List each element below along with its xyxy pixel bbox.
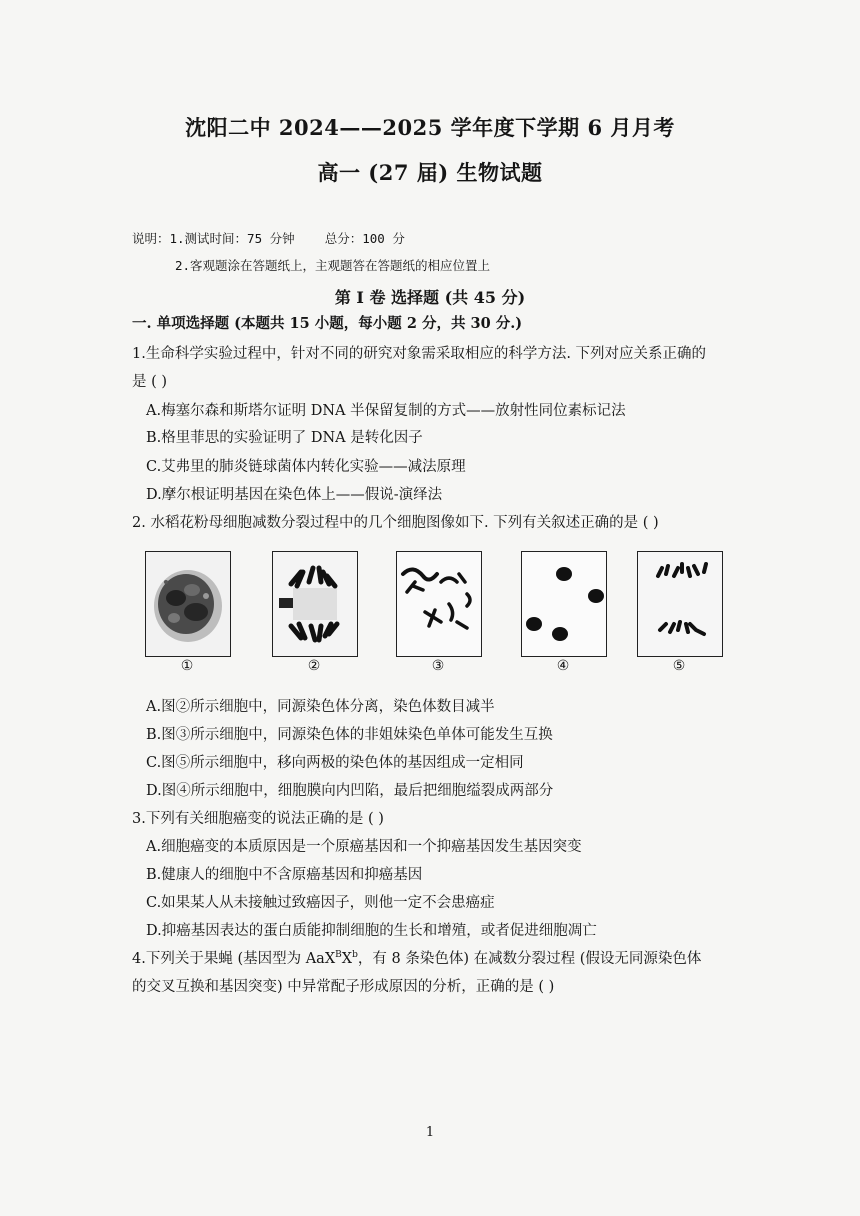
- q4-stem-x: X: [341, 951, 353, 967]
- cell-image-1: [145, 551, 231, 657]
- section-heading: 第 I 卷 选择题 (共 45 分): [334, 288, 526, 307]
- q2-option-c: C.图⑤所示细胞中，移向两极的染色体的基因组成一定相同: [146, 755, 524, 771]
- q3-stem: 3.下列有关细胞癌变的说法正确的是 ( ): [132, 811, 384, 827]
- q1-option-b: B.格里菲思的实验证明了 DNA 是转化因子: [146, 430, 423, 446]
- q4-stem-part-1: 4.下列关于果蝇 (基因型为 AaX: [132, 951, 336, 967]
- q4-superscript-b-lower: b: [352, 950, 358, 961]
- cell-label-4: ④: [556, 658, 570, 674]
- cell-image-5: [637, 551, 723, 657]
- q1-stem-line-1: 1.生命科学实验过程中，针对不同的研究对象需采取相应的科学方法. 下列对应关系正确的: [132, 346, 707, 362]
- cell-label-5: ⑤: [672, 658, 686, 674]
- exam-subtitle: 高一 (27 届) 生物试题: [317, 160, 543, 185]
- q2-stem-line-1: 2. 水稻花粉母细胞减数分裂过程中的几个细胞图像如下. 下列有关叙述正确的是 ( ): [132, 515, 659, 531]
- cell-label-2: ②: [307, 658, 321, 674]
- q3-option-c: C.如果某人从未接触过致癌因子，则他一定不会患癌症: [146, 895, 495, 911]
- q3-option-b: B.健康人的细胞中不含原癌基因和抑癌基因: [146, 867, 423, 883]
- q3-option-d: D.抑癌基因表达的蛋白质能抑制细胞的生长和增殖，或者促进细胞凋亡: [146, 923, 597, 939]
- cell-image-4: [521, 551, 607, 657]
- q2-option-a: A.图②所示细胞中，同源染色体分离，染色体数目减半: [146, 699, 495, 715]
- q2-option-b: B.图③所示细胞中，同源染色体的非姐妹染色单体可能发生互换: [146, 727, 553, 743]
- cell-figure-row: [145, 551, 725, 676]
- q4-stem-line-1: [132, 947, 701, 968]
- cell-image-2: [272, 551, 358, 657]
- q1-option-a: A.梅塞尔森和斯塔尔证明 DNA 半保留复制的方式——放射性同位素标记法: [146, 403, 626, 419]
- part-heading: 一. 单项选择题 (本题共 15 小题，每小题 2 分，共 30 分.): [132, 315, 523, 332]
- q4-stem-line-2: 的交叉互换和基因突变) 中异常配子形成原因的分析，正确的是 ( ): [132, 979, 555, 995]
- q4-stem-part-2: ，有 8 条染色体) 在减数分裂过程 (假设无同源染色体: [357, 951, 702, 967]
- exam-title: 沈阳二中 2024——2025 学年度下学期 6 月月考: [185, 115, 675, 140]
- cell-image-3: [396, 551, 482, 657]
- q4-superscript-b-upper: B: [335, 950, 342, 961]
- q2-option-d: D.图④所示细胞中，细胞膜向内凹陷，最后把细胞缢裂成两部分: [146, 783, 554, 799]
- instructions-line-1: 说明：1.测试时间：75 分钟 总分：100 分: [132, 231, 405, 246]
- q1-option-c: C.艾弗里的肺炎链球菌体内转化实验——减法原理: [146, 459, 466, 475]
- page-number: 1: [425, 1125, 435, 1140]
- cell-label-1: ①: [180, 658, 194, 674]
- q1-stem-line-2: 是 ( ): [132, 374, 168, 390]
- q1-option-d: D.摩尔根证明基因在染色体上——假说-演绎法: [146, 487, 443, 503]
- instructions-line-2: 2.客观题涂在答题纸上，主观题答在答题纸的相应位置上: [175, 258, 491, 273]
- cell-label-3: ③: [431, 658, 445, 674]
- q3-option-a: A.细胞癌变的本质原因是一个原癌基因和一个抑癌基因发生基因突变: [146, 839, 582, 855]
